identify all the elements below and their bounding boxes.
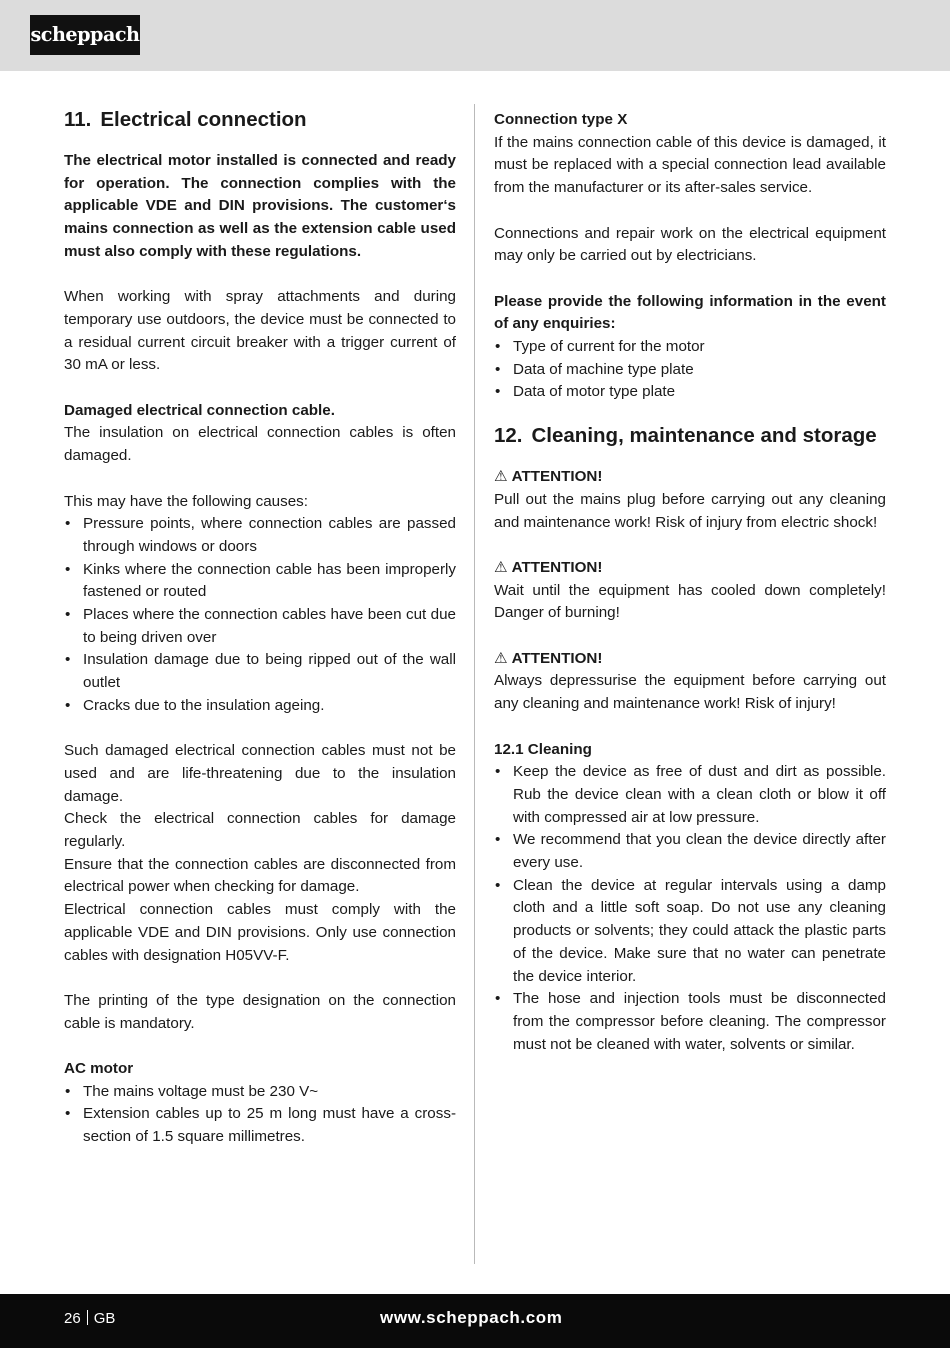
list-item: • Extension cables up to 25 m long must have a cross-section of 1.5 square millimetres. xyxy=(64,1103,456,1148)
causes-list xyxy=(64,513,456,717)
list-item: • Cracks due to the insulation ageing. xyxy=(64,695,456,718)
column-divider xyxy=(474,104,475,1264)
enquiries-heading: Please provide the following information in the event of any enquiries: xyxy=(494,292,886,333)
list-item: • Data of machine type plate xyxy=(494,359,886,382)
warning-icon: ⚠ xyxy=(494,649,508,667)
list-item: • Places where the connection cables have been cut due to being driven over xyxy=(64,604,456,649)
warning-text: Always depressurise the equipment before carrying out any cleaning and maintenance work! Risk of injury! xyxy=(494,672,886,713)
warning-icon: ⚠ xyxy=(494,558,508,576)
repair-paragraph: Connections and repair work on the electrical equipment may only be carried out by electricians. xyxy=(494,224,886,265)
connection-type-text: If the mains connection cable of this device is damaged, it must be replaced with a special connection lead available from the manufacturer or its after-sales service. xyxy=(494,133,886,197)
list-item: • Type of current for the motor xyxy=(494,336,886,359)
list-item: • We recommend that you clean the device directly after every use. xyxy=(494,829,886,874)
list-item: • The mains voltage must be 230 V~ xyxy=(64,1081,456,1104)
connection-type-heading: Connection type X xyxy=(494,111,628,128)
section-12-heading xyxy=(494,420,886,452)
damaged-cable-text: The insulation on electrical connection cables is often damaged. xyxy=(64,424,456,465)
page-header xyxy=(0,0,950,71)
website-url: www.scheppach.com xyxy=(380,1308,563,1327)
page-footer xyxy=(0,1294,950,1348)
section-number: 12. xyxy=(494,424,523,448)
section-number: 11. xyxy=(64,108,92,131)
causes-intro: This may have the following causes: xyxy=(64,492,308,510)
spray-paragraph: When working with spray attachments and during temporary use outdoors, the device must be connected to a residual current circuit breaker with a trigger current of 30 mA or less. xyxy=(64,288,456,374)
list-item: • Pressure points, where connection cables are passed through windows or doors xyxy=(64,513,456,558)
list-item: • Keep the device as free of dust and dirt as possible. Rub the device clean with a clean cloth or blow it off with compressed air at low pressure. xyxy=(494,761,886,829)
list-item: • Insulation damage due to being ripped out of the wall outlet xyxy=(64,649,456,694)
list-item: • Data of motor type plate xyxy=(494,381,886,404)
list-item: • Clean the device at regular intervals using a damp cloth and a little soft soap. Do not use any cleaning products or solvents; they could attack the plastic parts of the device. Make sure that no water can penetrate the device interior. xyxy=(494,875,886,989)
scheppach-logo: scheppach xyxy=(30,15,140,55)
section-title: Cleaning, maintenance and storage xyxy=(531,424,877,448)
ensure-paragraph: Ensure that the connection cables are disconnected from electrical power when checking for damage. xyxy=(64,855,456,896)
attention-label: ⚠ ATTENTION! xyxy=(494,649,603,667)
cleaning-heading: 12.1 Cleaning xyxy=(494,740,592,758)
list-item: • Kinks where the connection cable has been improperly fastened or routed xyxy=(64,559,456,604)
intro-paragraph: The electrical motor installed is connected and ready for operation. The connection complies with the applicable VDE and DIN provisions. The customer‘s mains connection as well as the extension cable used must also comply with these regulations. xyxy=(64,152,456,260)
ac-motor-heading: AC motor xyxy=(64,1060,134,1078)
warning-icon: ⚠ xyxy=(494,468,508,486)
attention-label: ⚠ ATTENTION! xyxy=(494,558,603,576)
language-code: GB xyxy=(93,1310,116,1327)
printing-paragraph: The printing of the type designation on the connection cable is mandatory. xyxy=(64,991,456,1032)
page-number: 26 xyxy=(64,1310,81,1327)
enquiries-list xyxy=(494,336,886,404)
warning-text: Wait until the equipment has cooled down completely! Danger of burning! xyxy=(494,581,886,622)
warning-text: Pull out the mains plug before carrying out any cleaning and maintenance work! Risk of injury from electric shock! xyxy=(494,490,886,531)
left-column xyxy=(64,104,456,1149)
damaged-warning-paragraph: Such damaged electrical connection cables must not be used and are life-threatening due to the insulation damage. xyxy=(64,742,456,805)
check-paragraph: Check the electrical connection cables for damage regularly. xyxy=(64,810,456,851)
cleaning-list xyxy=(494,761,886,1056)
attention-label: ⚠ ATTENTION! xyxy=(494,468,603,486)
comply-paragraph: Electrical connection cables must comply with the applicable VDE and DIN provisions. Only use connection cables with designation H05VV-F. xyxy=(64,901,456,964)
ac-motor-list xyxy=(64,1081,456,1149)
section-11-heading xyxy=(64,104,456,136)
right-column xyxy=(494,104,886,1056)
page-indicator xyxy=(64,1308,115,1330)
damaged-cable-heading: Damaged electrical connection cable. xyxy=(64,401,335,419)
section-title: Electrical connection xyxy=(100,108,307,131)
list-item: • The hose and injection tools must be disconnected from the compressor before cleaning. The compressor must not be cleaned with water, solvents or similar. xyxy=(494,988,886,1056)
